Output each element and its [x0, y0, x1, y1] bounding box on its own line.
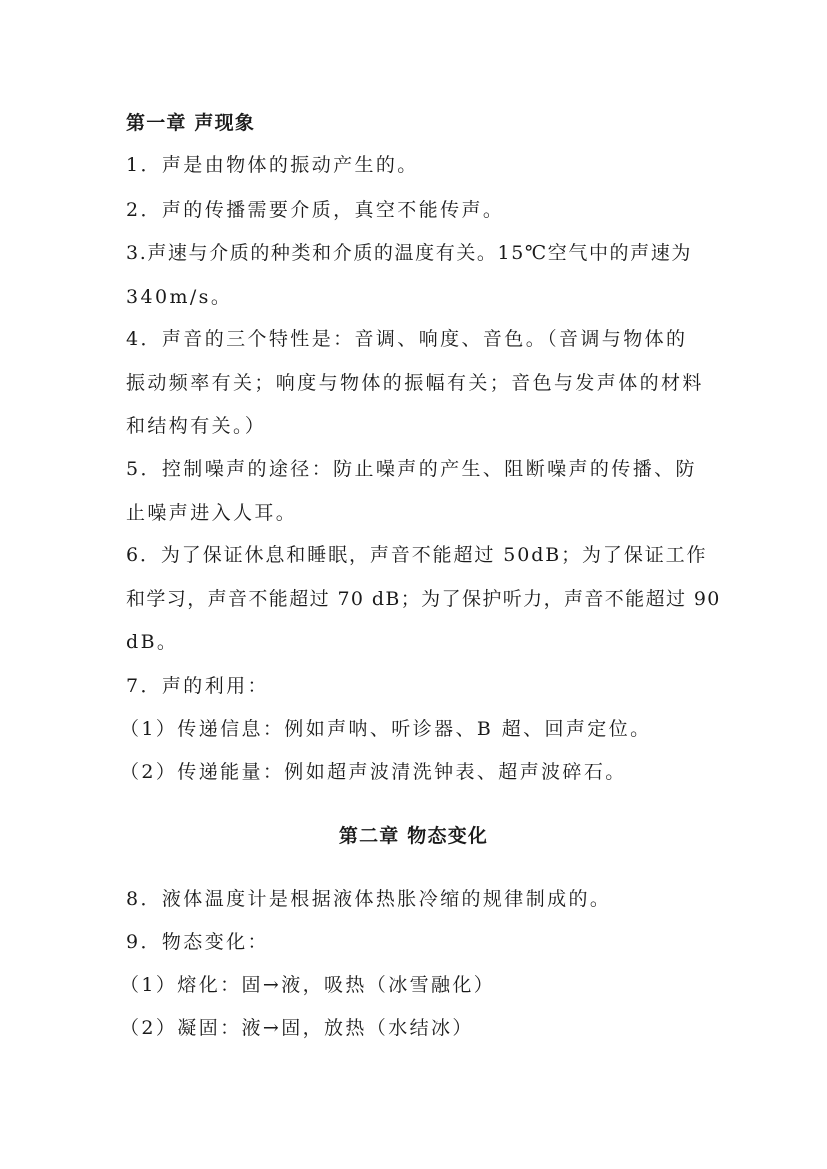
chapter1-item-5-line1: 5．控制噪声的途径：防止噪声的产生、阻断噪声的传播、防: [126, 458, 697, 480]
chapter1-item-6-line1: 6．为了保证休息和睡眠，声音不能超过 50dB；为了保证工作: [126, 544, 708, 566]
chapter2-item-8: 8．液体温度计是根据液体热胀冷缩的规律制成的。: [126, 888, 612, 910]
chapter1-item-2: 2．声的传播需要介质，真空不能传声。: [126, 199, 505, 221]
chapter1-item-4-line1: 4．声音的三个特性是：音调、响度、音色。（音调与物体的: [126, 328, 688, 350]
chapter1-item-7: 7．声的利用：: [126, 675, 269, 697]
chapter2-item-9-sub-1: （1）熔化：固→液，吸热（冰雪融化）: [120, 974, 496, 996]
chapter1-item-6-line3: dB。: [126, 631, 179, 653]
chapter1-item-7-sub-2: （2）传递能量：例如超声波清洗钟表、超声波碎石。: [120, 761, 627, 783]
chapter1-item-7-sub-1: （1）传递信息：例如声呐、听诊器、B 超、回声定位。: [120, 718, 652, 740]
chapter1-item-5-line2: 止噪声进入人耳。: [126, 502, 298, 524]
chapter1-item-3-line2: 340m/s。: [126, 286, 233, 308]
chapter2-item-9: 9．物态变化：: [126, 931, 269, 953]
chapter1-item-4-line2: 振动频率有关；响度与物体的振幅有关；音色与发声体的材料: [126, 372, 704, 394]
chapter1-item-6-line2: 和学习，声音不能超过 70 dB；为了保护听力，声音不能超过 90: [126, 588, 721, 610]
chapter1-title: 第一章 声现象: [126, 112, 256, 134]
chapter2-item-9-sub-2: （2）凝固：液→固，放热（水结冰）: [120, 1017, 474, 1039]
chapter1-item-1: 1．声是由物体的振动产生的。: [126, 154, 419, 176]
chapter1-item-4-line3: 和结构有关。）: [126, 415, 267, 437]
chapter2-title: 第二章 物态变化: [338, 825, 489, 847]
chapter1-item-3-line1: 3.声速与介质的种类和介质的温度有关。15℃空气中的声速为: [126, 242, 692, 264]
